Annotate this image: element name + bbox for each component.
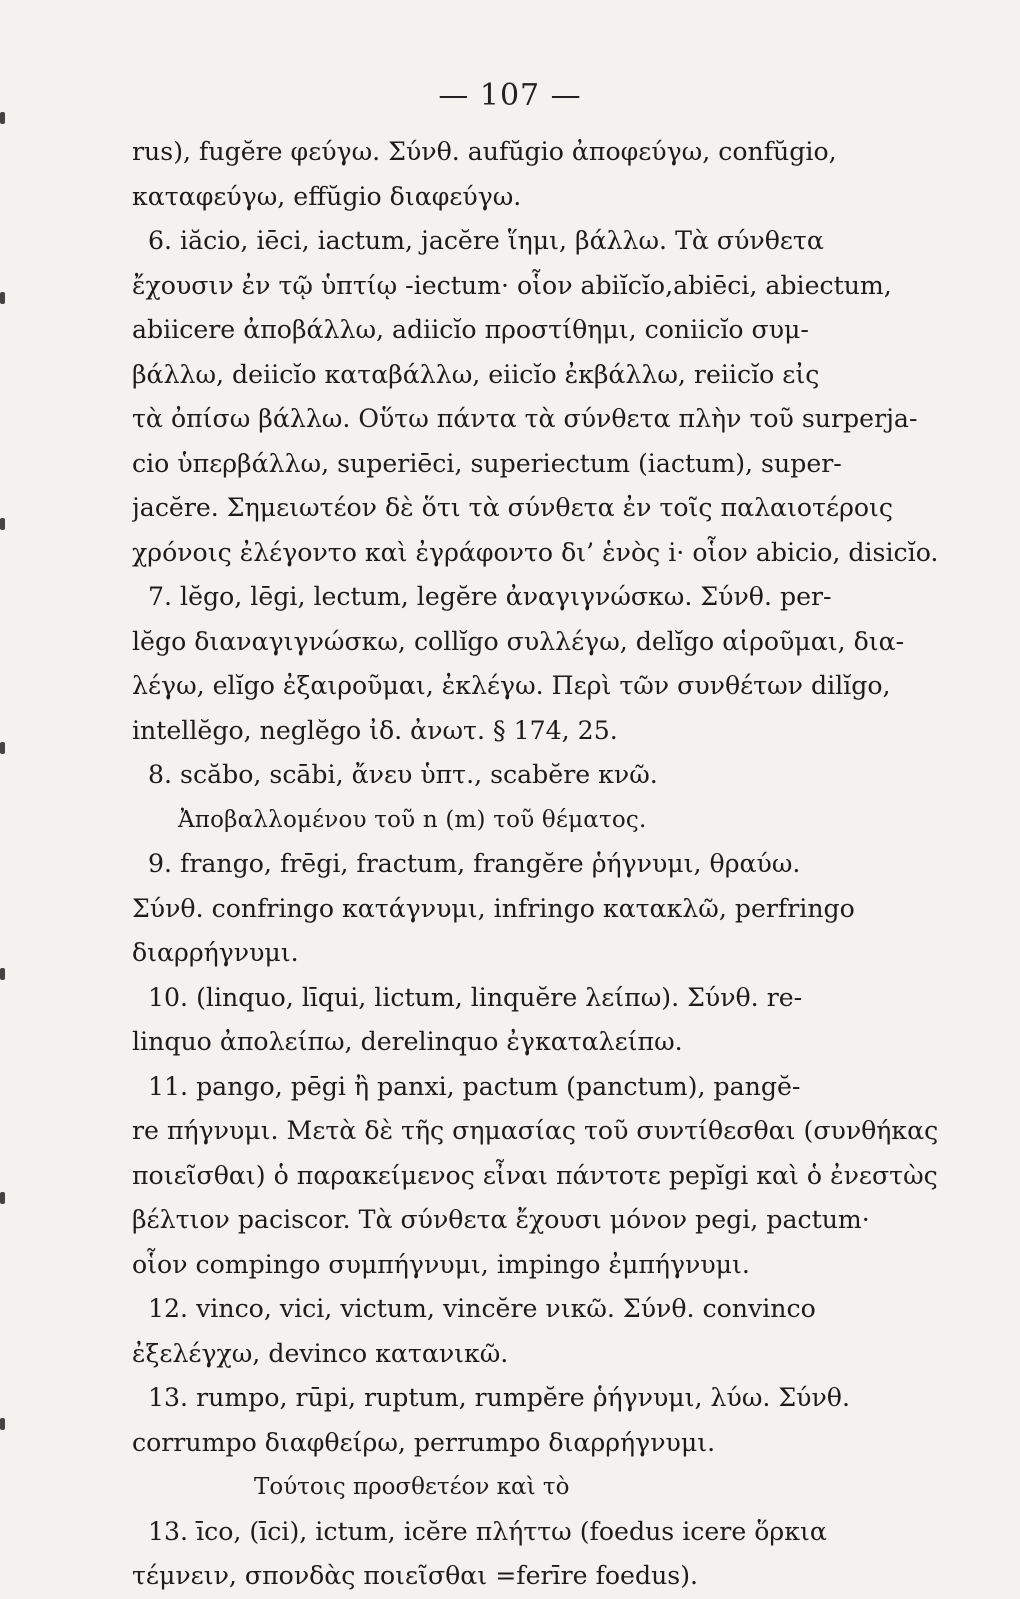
text-line: lĕgo διαναγιγνώσκω, collĭgo συλλέγω, delĭgo αἱροῦμαι, δια- <box>132 626 905 656</box>
binding-mark <box>0 1418 5 1430</box>
binding-mark <box>0 742 5 754</box>
text-line: τέμνειν, σπονδὰς ποιεῖσθαι =ferīre foedus). <box>132 1561 699 1590</box>
text-line: re πήγνυμι. Μετὰ δὲ τῆς σημασίας τοῦ συντίθεσθαι (συνθήκας <box>132 1116 939 1145</box>
text-line: τὰ ὀπίσω βάλλω. Οὕτω πάντα τὰ σύνθετα πλὴν τοῦ surperja- <box>132 404 918 433</box>
text-line: cio ὑπερβάλλω, superiēci, superiectum (iactum), super- <box>132 448 842 478</box>
text-line: καταφεύγω, effŭgio διαφεύγω. <box>132 181 522 211</box>
text-line: 11. pango, pēgi ἢ panxi, pactum (panctum), pangĕ- <box>148 1071 801 1101</box>
text-line: linquo ἀπολείπω, derelinquo ἐγκαταλείπω. <box>132 1027 683 1056</box>
text-line: jacĕre. Σημειωτέον δὲ ὅτι τὰ σύνθετα ἐν τοῖς παλαιοτέροις <box>132 493 894 522</box>
text-line: 10. (linquo, līqui, lictum, linquĕre λείπω). Σύνθ. re- <box>148 982 803 1012</box>
binding-mark <box>0 112 5 124</box>
page-number: — 107 — <box>438 78 582 113</box>
text-line: 8. scăbo, scābi, ἄνευ ὑπτ., scabĕre κνῶ. <box>148 760 658 789</box>
section-note: Τούτοις προσθετέον καὶ τὸ <box>254 1474 570 1500</box>
binding-mark <box>0 292 5 304</box>
text-line: intellĕgo, neglĕgo ἰδ. ἀνωτ. § 174, 25. <box>132 715 618 745</box>
binding-mark <box>0 1192 5 1204</box>
text-line: ἐξελέγχω, devinco κατανικῶ. <box>132 1338 509 1368</box>
text-line: 7. lĕgo, lēgi, lectum, legĕre ἀναγιγνώσκω. Σύνθ. per- <box>148 582 832 611</box>
text-line: οἷον compingo συμπήγνυμι, impingo ἐμπήγνυμι. <box>132 1249 750 1279</box>
text-line: ἔχουσιν ἐν τῷ ὑπτίῳ -iectum· οἷον abiĭcĭo,abiēci, abiectum, <box>132 270 892 300</box>
text-line: 13. rumpo, rūpi, ruptum, rumpĕre ῥήγνυμι, λύω. Σύνθ. <box>148 1383 850 1412</box>
section-note: Ἀποβαλλομένου τοῦ n (m) τοῦ θέματος. <box>178 806 647 833</box>
text-line: ποιεῖσθαι) ὁ παρακείμενος εἶναι πάντοτε pepĭgi καὶ ὁ ἐνεστὼς <box>132 1160 938 1190</box>
text-line: βέλτιον paciscor. Τὰ σύνθετα ἔχουσι μόνον pegi, pactum· <box>132 1205 870 1234</box>
text-line: βάλλω, deiicĭo καταβάλλω, eiicĭo ἐκβάλλω, reiicĭo εἰς <box>132 359 820 389</box>
binding-mark <box>0 518 5 530</box>
page-text <box>132 130 944 1599</box>
text-line: 9. frango, frēgi, fractum, frangĕre ῥήγνυμι, θραύω. <box>148 849 801 878</box>
text-line: χρόνοις ἐλέγοντο καὶ ἐγράφοντο δι’ ἑνὸς i· οἷον abicio, disicĭo. <box>132 537 939 567</box>
text-line: 6. iăcio, iēci, iactum, jacĕre ἵημι, βάλλω. Τὰ σύνθετα <box>148 226 824 255</box>
text-line: διαρρήγνυμι. <box>132 938 299 967</box>
binding-mark <box>0 968 5 980</box>
text-line: 13. īco, (īci), ictum, icĕre πλήττω (foedus icere ὅρκια <box>148 1516 827 1546</box>
text-line: rus), fugĕre φεύγω. Σύνθ. aufŭgio ἀποφεύγω, confŭgio, <box>132 137 837 166</box>
text-line: 12. vinco, vici, victum, vincĕre νικῶ. Σύνθ. convinco <box>148 1294 816 1323</box>
text-line: Σύνθ. confringo κατάγνυμι, infringo κατακλῶ, perfringo <box>132 893 855 923</box>
text-line: corrumpo διαφθείρω, perrumpo διαρρήγνυμι. <box>132 1427 716 1457</box>
text-line: abiicere ἀποβάλλω, adiicĭo προστίθημι, coniicĭo συμ- <box>132 315 809 344</box>
text-line: λέγω, elĭgo ἐξαιροῦμαι, ἐκλέγω. Περὶ τῶν συνθέτων dilĭgo, <box>132 671 891 700</box>
